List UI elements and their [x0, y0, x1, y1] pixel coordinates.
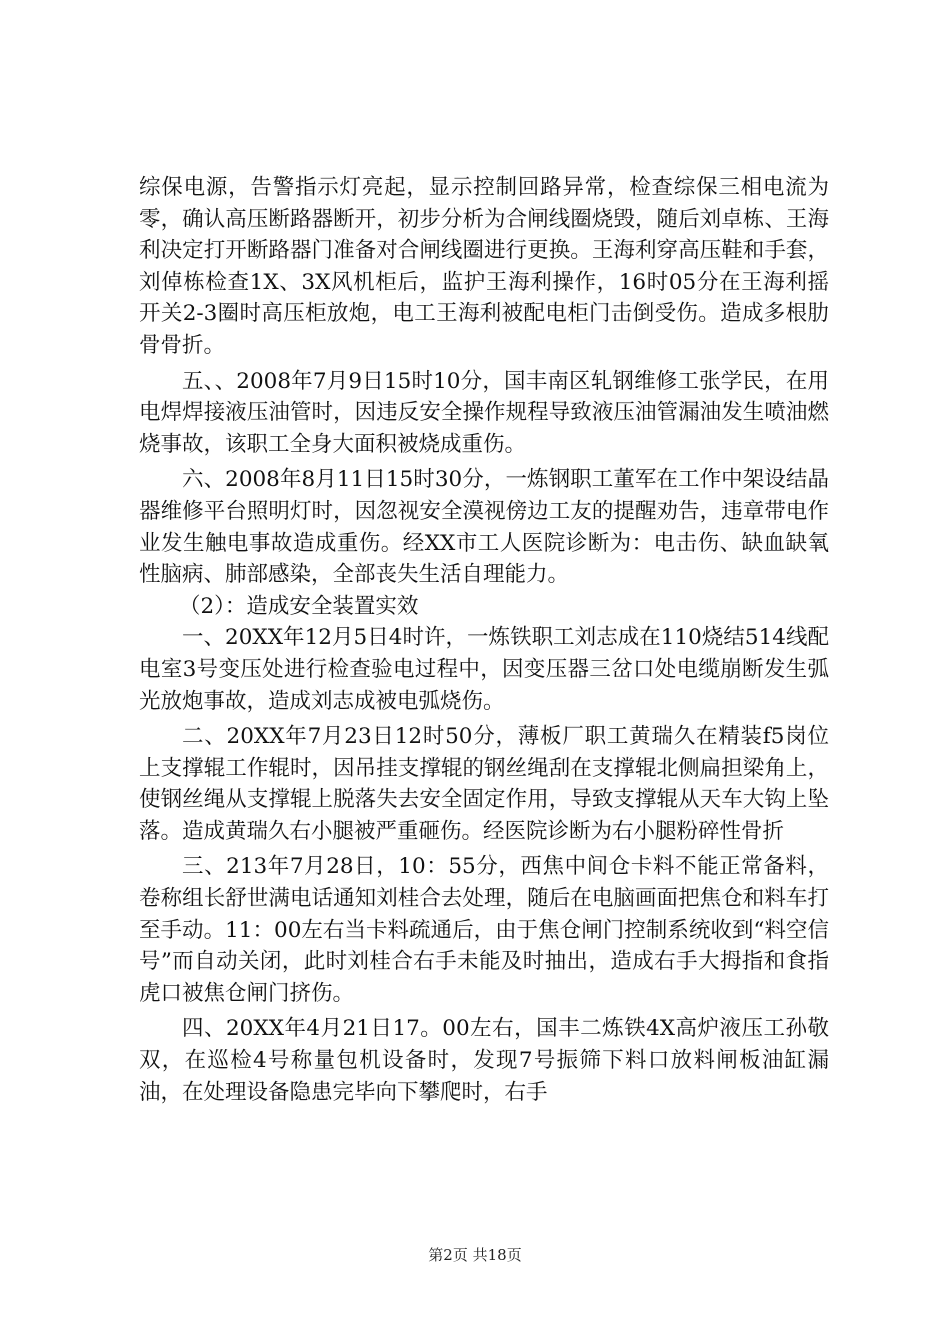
paragraph-incident-5: 五、、2008年7月9日15时10分，国丰南区轧钢维修工张学民，在用电焊焊接液压油管时，因违反安全操作规程导致液压油管漏油发生喷油燃烧事故，该职工全身大面积被烧成重伤。	[139, 368, 829, 457]
paragraph-device-incident-1: 一、20XX年12月5日4时许，一炼铁职工刘志成在110烧结514线配电室3号变压处进行检查验电过程中，因变压器三岔口处电缆崩断发生弧光放炮事故，造成刘志成被电弧烧伤。	[139, 625, 829, 714]
paragraph-device-incident-3: 三、213年7月28日，10：55分，西焦中间仓卡料不能正常备料，卷称组长舒世满电话通知刘桂合去处理，随后在电脑画面把焦仓和料车打至手动。11：00左右当卡料疏通后，由于焦仓闸门控制系统收到“料空信号”而自动关闭，此时刘桂合右手未能及时抽出，造成右手大拇指和食指虎口被焦仓闸门挤伤。	[139, 854, 829, 1006]
document-body	[139, 172, 829, 1108]
paragraph-device-incident-4: 四、20XX年4月21日17。00左右，国丰二炼铁4X高炉液压工孙敬双，在巡检4号称量包机设备时，发现7号振筛下料口放料闸板油缸漏油，在处理设备隐患完毕向下攀爬时，右手	[139, 1016, 829, 1105]
section-heading-safety-device: （2）：造成安全装置实效	[179, 593, 419, 619]
paragraph-device-incident-2: 二、20XX年7月23日12时50分，薄板厂职工黄瑞久在精装f5岗位上支撑辊工作辊时，因吊挂支撑辊的钢丝绳刮在支撑辊北侧扁担梁角上，使钢丝绳从支撑辊上脱落失去安全固定作用，导致支撑辊从天车大钩上坠落。造成黄瑞久右小腿被严重砸伤。经医院诊断为右小腿粉碎性骨折	[139, 724, 829, 844]
paragraph-incident-6: 六、2008年8月11日15时30分，一炼钢职工董军在工作中架设结晶器维修平台照明灯时，因忽视安全漠视傍边工友的提醒劝告，违章带电作业发生触电事故造成重伤。经XX市工人医院诊断为：电击伤、缺血缺氧性脑病、肺部感染，全部丧失生活自理能力。	[139, 467, 829, 588]
paragraph-continued: 综保电源，告警指示灯亮起，显示控制回路异常，检查综保三相电流为零，确认高压断路器断开，初步分析为合闸线圈烧毁，随后刘卓栋、王海利决定打开断路器门准备对合闸线圈进行更换。王海利穿高压鞋和手套，刘倬栋检查1X、3X风机柜后，监护王海利操作，16时05分在王海利摇开关2-3圈时高压柜放炮，电工王海利被配电柜门击倒受伤。造成多根肋骨骨折。	[139, 175, 829, 358]
page-number-footer: 第2页 共18页	[428, 1246, 522, 1264]
